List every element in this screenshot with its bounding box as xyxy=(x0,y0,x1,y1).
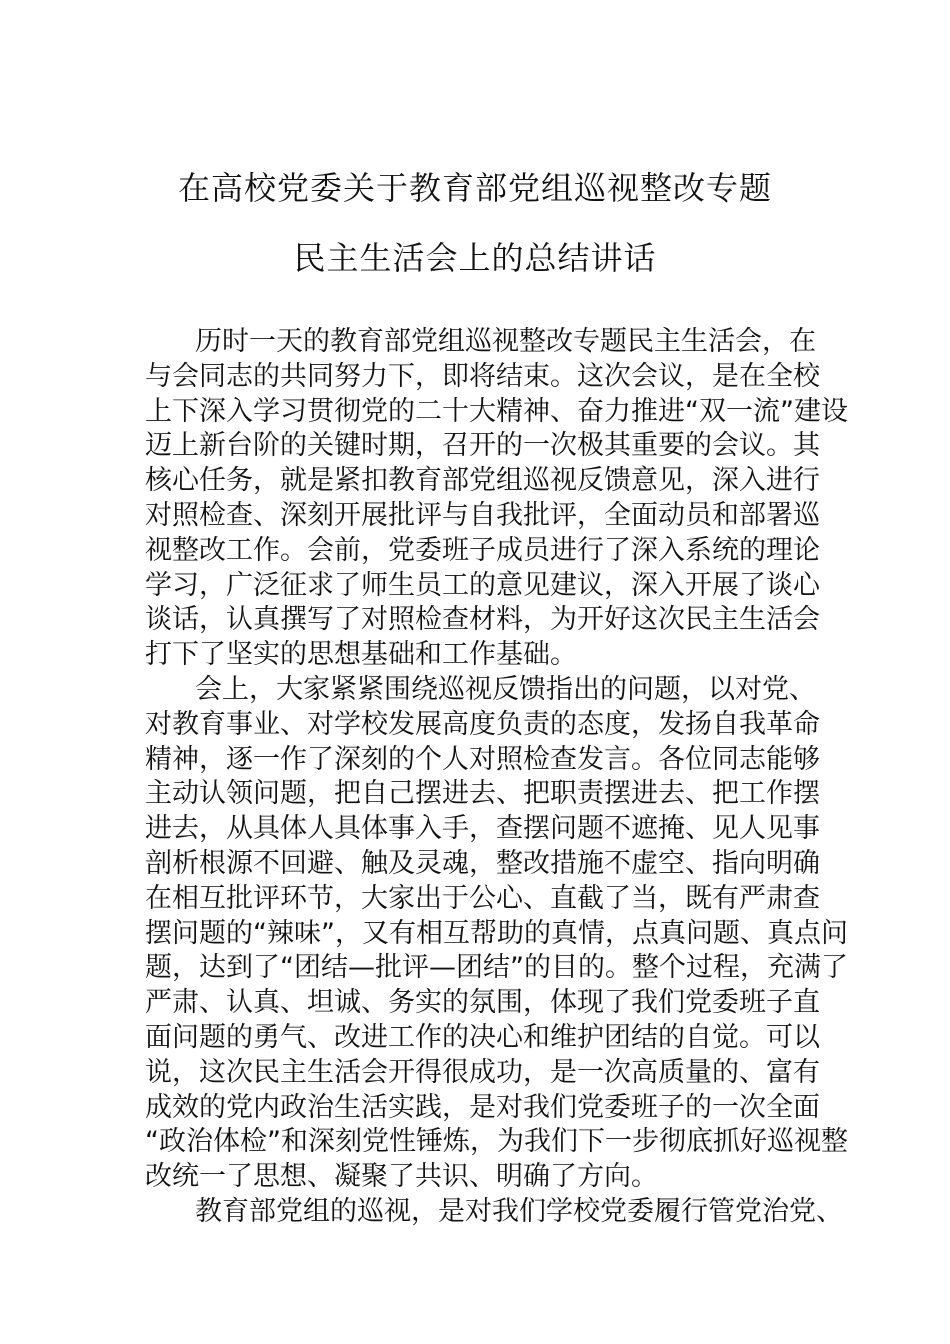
document-title-line-2: 民主生活会上的总结讲话 xyxy=(293,239,657,277)
paragraph-line: 历时一天的教育部党组巡视整改专题民主生活会，在 xyxy=(195,326,816,357)
paragraph-line: 严肃、认真、坦诚、务实的氛围，体现了我们党委班子直 xyxy=(145,987,820,1019)
paragraph-line: 对教育事业、对学校发展高度负责的态度，发扬自我革命 xyxy=(145,708,820,740)
paragraph-line: 谈话，认真撰写了对照检查材料，为开好这次民主生活会 xyxy=(145,604,820,636)
paragraph-line: 题，达到了“团结—批评—团结”的目的。整个过程，充满了 xyxy=(145,952,848,984)
paragraph-line: 打下了坚实的思想基础和工作基础。 xyxy=(145,639,577,671)
paragraph-line: 进去，从具体人具体事入手，查摆问题不遮掩、见人见事 xyxy=(145,813,820,845)
paragraph xyxy=(145,673,848,1195)
paragraph-line: 主动认领问题，把自己摆进去、把职责摆进去、把工作摆 xyxy=(145,778,820,810)
paragraph-line: 改统一了思想、凝聚了共识、明确了方向。 xyxy=(145,1161,658,1193)
paragraph-line: 剖析根源不回避、触及灵魂，整改措施不虚空、指向明确 xyxy=(145,847,820,879)
paragraph-line: “政治体检”和深刻党性锤炼，为我们下一步彻底抓好巡视整 xyxy=(145,1126,848,1158)
paragraph-line: 面问题的勇气、改进工作的决心和维护团结的自觉。可以 xyxy=(145,1021,820,1053)
paragraph xyxy=(145,1195,843,1230)
paragraph-line: 说，这次民主生活会开得很成功，是一次高质量的、富有 xyxy=(145,1056,820,1088)
paragraph-line: 在相互批评环节，大家出于公心、直截了当，既有严肃查 xyxy=(145,882,820,914)
paragraph-line: 对照检查、深刻开展批评与自我批评，全面动员和部署巡 xyxy=(145,499,820,531)
paragraph-line: 上下深入学习贯彻党的二十大精神、奋力推进“双一流”建设 xyxy=(145,395,848,427)
paragraph-line: 教育部党组的巡视，是对我们学校党委履行管党治党、 xyxy=(195,1195,843,1227)
document-title-line-1: 在高校党委关于教育部党组巡视整改专题 xyxy=(177,169,772,207)
paragraph-line: 会上，大家紧紧围绕巡视反馈指出的问题，以对党、 xyxy=(195,673,816,705)
document-body xyxy=(145,325,848,1230)
paragraph-line: 核心任务，就是紧扣教育部党组巡视反馈意见，深入进行 xyxy=(145,465,820,497)
paragraph-line: 视整改工作。会前，党委班子成员进行了深入系统的理论 xyxy=(145,534,820,566)
paragraph-line: 摆问题的“辣味”，又有相互帮助的真情，点真问题、真点问 xyxy=(145,917,848,949)
paragraph xyxy=(145,325,848,673)
paragraph-line: 成效的党内政治生活实践，是对我们党委班子的一次全面 xyxy=(145,1091,820,1123)
paragraph-line: 学习，广泛征求了师生员工的意见建议，深入开展了谈心 xyxy=(145,569,820,601)
paragraph-line: 迈上新台阶的关键时期，召开的一次极其重要的会议。其 xyxy=(145,430,820,462)
paragraph-line: 与会同志的共同努力下，即将结束。这次会议，是在全校 xyxy=(145,360,820,392)
paragraph-line: 精神，逐一作了深刻的个人对照检查发言。各位同志能够 xyxy=(145,743,820,775)
